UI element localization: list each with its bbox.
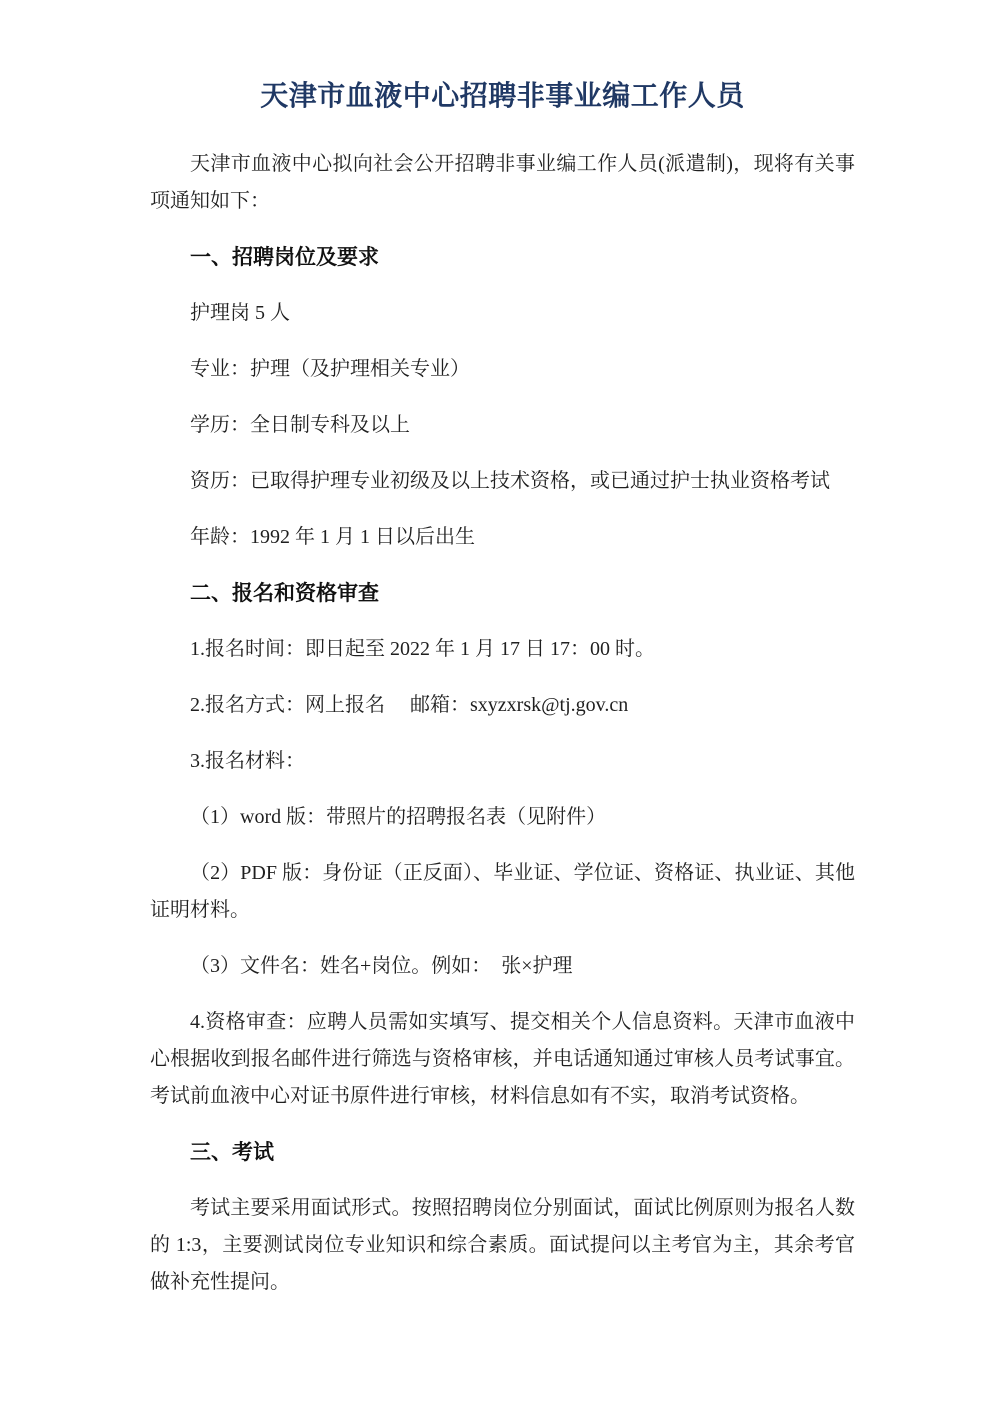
paragraph-apply-method: 2.报名方式：网上报名 邮箱：sxyzxrsk@tj.gov.cn <box>190 694 629 716</box>
paragraph-material-word: （1）word 版：带照片的招聘报名表（见附件） <box>190 806 607 828</box>
paragraph-major: 专业：护理（及护理相关专业） <box>190 358 470 380</box>
paragraph-exam-details: 考试主要采用面试形式。按照招聘岗位分别面试，面试比例原则为报名人数的 1:3，主要测试岗位专业知识和综合素质。面试提问以主考官为主，其余考官做补充性提问。 <box>150 1197 855 1293</box>
section-heading-positions: 一、招聘岗位及要求 <box>190 246 379 269</box>
paragraph-qualification-review: 4.资格审查：应聘人员需如实填写、提交相关个人信息资料。天津市血液中心根据收到报名邮件进行筛选与资格审核，并电话通知通过审核人员考试事宜。考试前血液中心对证书原件进行审核，材料信息如有不实，取消考试资格。 <box>150 1011 855 1107</box>
section-heading-application: 二、报名和资格审查 <box>190 582 379 605</box>
paragraph-apply-time: 1.报名时间：即日起至 2022 年 1 月 17 日 17：00 时。 <box>190 638 655 660</box>
intro-paragraph: 天津市血液中心拟向社会公开招聘非事业编工作人员(派遣制)，现将有关事项通知如下： <box>150 153 855 212</box>
document-title: 天津市血液中心招聘非事业编工作人员 <box>260 80 745 111</box>
paragraph-apply-materials: 3.报名材料： <box>190 750 305 772</box>
section-heading-exam: 三、考试 <box>190 1141 274 1164</box>
paragraph-material-filename: （3）文件名：姓名+岗位。例如： 张×护理 <box>190 955 573 977</box>
paragraph-qualification: 资历：已取得护理专业初级及以上技术资格，或已通过护士执业资格考试 <box>190 470 830 492</box>
paragraph-material-pdf: （2）PDF 版：身份证（正反面）、毕业证、学位证、资格证、执业证、其他证明材料。 <box>150 862 855 921</box>
paragraph-age: 年龄：1992 年 1 月 1 日以后出生 <box>190 526 475 548</box>
paragraph-position-count: 护理岗 5 人 <box>190 302 290 324</box>
paragraph-education: 学历：全日制专科及以上 <box>190 414 410 436</box>
